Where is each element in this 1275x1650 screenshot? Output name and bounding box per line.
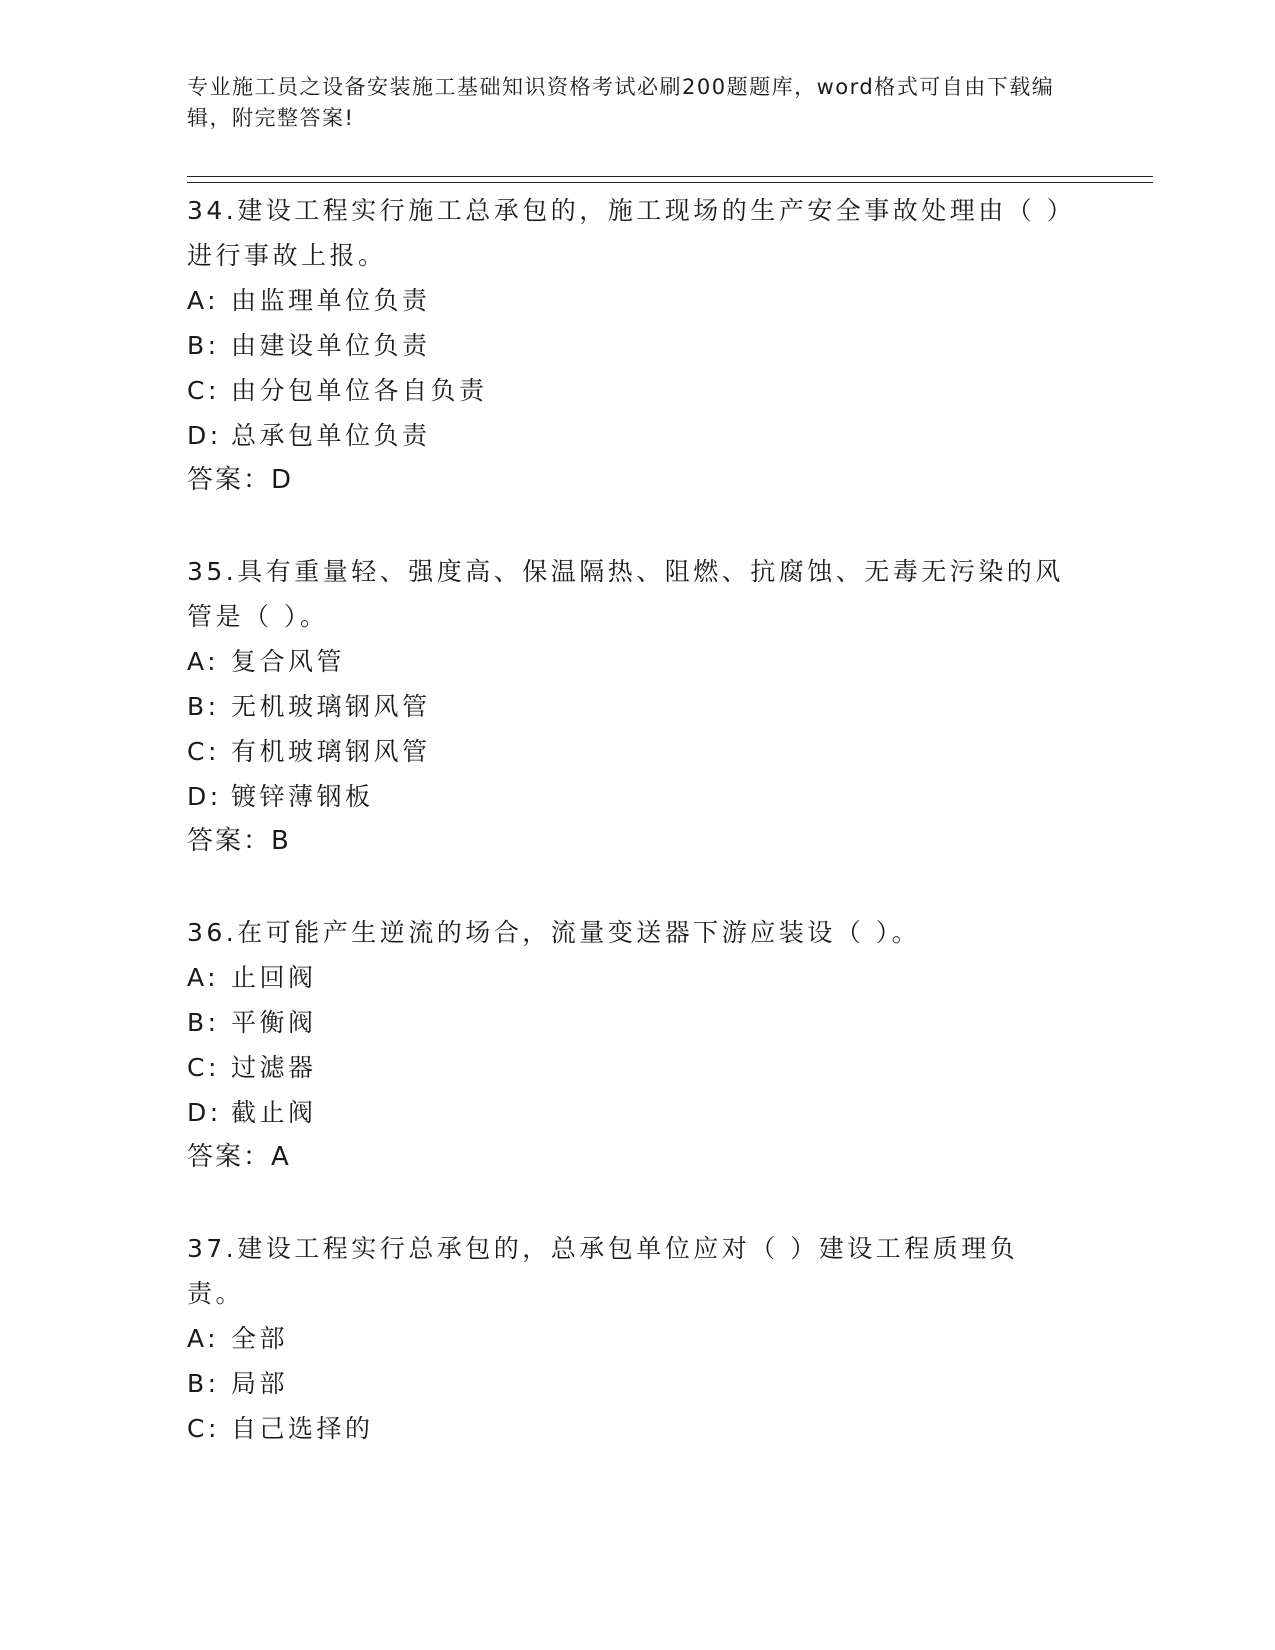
- option-a: [187, 278, 1087, 323]
- option-letter: B:: [187, 331, 220, 360]
- option-text: 无机玻璃钢风管: [231, 692, 431, 721]
- option-letter: A:: [187, 647, 220, 676]
- option-text: 平衡阀: [231, 1008, 317, 1037]
- option-b: [187, 684, 1087, 729]
- option-letter: A:: [187, 1324, 220, 1353]
- option-c: [187, 368, 1087, 413]
- option-letter: B:: [187, 692, 220, 721]
- option-text: 过滤器: [231, 1053, 317, 1082]
- option-text: 复合风管: [231, 647, 346, 676]
- question-text: 35.具有重量轻、强度高、保温隔热、阻燃、抗腐蚀、无毒无污染的风管是（ ）。: [187, 557, 1064, 631]
- option-c: [187, 1406, 1087, 1451]
- option-a: [187, 639, 1087, 684]
- option-text: 由监理单位负责: [231, 286, 431, 315]
- question-35: [187, 549, 1087, 864]
- option-b: [187, 1361, 1087, 1406]
- option-a: [187, 955, 1087, 1000]
- option-letter: A:: [187, 963, 220, 992]
- question-list: [187, 188, 1087, 1497]
- option-letter: C:: [187, 376, 220, 405]
- option-letter: C:: [187, 737, 220, 766]
- option-letter: B:: [187, 1008, 220, 1037]
- option-letter: D:: [187, 421, 222, 450]
- option-text: 由建设单位负责: [231, 331, 431, 360]
- option-b: [187, 1000, 1087, 1045]
- option-text: 局部: [231, 1369, 289, 1398]
- option-letter: D:: [187, 1098, 222, 1127]
- option-text: 镀锌薄钢板: [231, 782, 374, 811]
- option-a: [187, 1316, 1087, 1361]
- option-letter: B:: [187, 1369, 220, 1398]
- option-text: 全部: [231, 1324, 289, 1353]
- option-letter: D:: [187, 782, 222, 811]
- question-text: 37.建设工程实行总承包的，总承包单位应对（ ）建设工程质理负责。: [187, 1234, 1019, 1308]
- option-d: [187, 774, 1087, 819]
- option-text: 总承包单位负责: [231, 421, 431, 450]
- question-text: 34.建设工程实行施工总承包的，施工现场的生产安全事故处理由（ ）进行事故上报。: [187, 196, 1063, 270]
- option-c: [187, 729, 1087, 774]
- option-letter: A:: [187, 286, 220, 315]
- answer: 答案：D: [187, 465, 294, 495]
- option-letter: C:: [187, 1414, 220, 1443]
- answer: 答案：B: [187, 826, 291, 856]
- question-36: [187, 910, 1087, 1180]
- option-text: 自己选择的: [231, 1414, 374, 1443]
- option-b: [187, 323, 1087, 368]
- option-letter: C:: [187, 1053, 220, 1082]
- option-text: 止回阀: [231, 963, 317, 992]
- answer: 答案：A: [187, 1142, 291, 1172]
- question-37: [187, 1226, 1087, 1451]
- option-d: [187, 1090, 1087, 1135]
- document-header: 专业施工员之设备安装施工基础知识资格考试必刷200题题库，word格式可自由下载编辑，附完整答案!: [187, 75, 1055, 130]
- option-c: [187, 1045, 1087, 1090]
- question-text: 36.在可能产生逆流的场合，流量变送器下游应装设（ ）。: [187, 918, 921, 947]
- option-text: 由分包单位各自负责: [231, 376, 488, 405]
- header-rule-top: [187, 176, 1153, 177]
- header-rule-bottom: [187, 182, 1153, 183]
- option-text: 有机玻璃钢风管: [231, 737, 431, 766]
- option-text: 截止阀: [231, 1098, 317, 1127]
- option-d: [187, 413, 1087, 458]
- question-34: [187, 188, 1087, 503]
